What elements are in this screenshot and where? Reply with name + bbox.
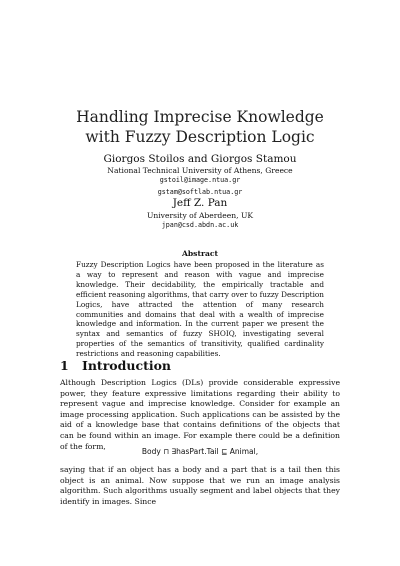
- email-jpan: jpan@csd.abdn.ac.uk: [161, 221, 239, 229]
- abstract-text: Fuzzy Description Logics have been proposed in the literature as a way to represent and reason with vague and imprecise knowledge. Their decidability, the empirically tractable and efficient reasoning algorithms, that carry over to fuzzy Description Logics, have attracted the attention of many research communities and domains that deal with a wealth of imprecise knowledge and information. In the current paper we present the syntax and semantics of fuzzy SHOIQ, investigating several properties of the semantics of transitivity, qualified cardinality restrictions and reasoning capabilities.: [76, 260, 324, 359]
- section-number: 1: [60, 358, 69, 373]
- intro-paragraph-1: Although Description Logics (DLs) provide considerable expressive power, they feature expressive limitations regarding their ability to represent vague and imprecise knowledge. Consider for example an image processing application. Such applications can be assisted by the aid of a knowledge base that contains definitions of the objects that can be found within an image. For example there could be a definition of the form,: [60, 378, 340, 451]
- section-heading: [60, 358, 171, 374]
- paper-title: Handling Imprecise Knowledge with Fuzzy Description Logic: [76, 108, 324, 146]
- email-gstoil: gstoil@image.ntua.gr: [159, 176, 241, 184]
- authors-line: Giorgos Stoilos and Giorgos Stamou: [103, 153, 297, 165]
- abstract-heading: Abstract: [181, 249, 219, 258]
- formula: Body ⊓ ∃hasPart.Tail ⊑ Animal,: [141, 447, 259, 456]
- intro-paragraph-2: saying that if an object has a body and a part that is a tail then this object is an animal. Now suppose that we run an image analysis algorithm. Such algorithms usually segment and label objects that they identify in images. Since: [60, 465, 340, 506]
- email-gstam: gstam@softlab.ntua.gr: [157, 188, 243, 196]
- affiliation-ntua: National Technical University of Athens, Greece: [107, 166, 293, 175]
- affiliation-aberdeen: University of Aberdeen, UK: [146, 211, 254, 220]
- author-pan: Jeff Z. Pan: [172, 197, 228, 209]
- section-title: Introduction: [82, 358, 172, 373]
